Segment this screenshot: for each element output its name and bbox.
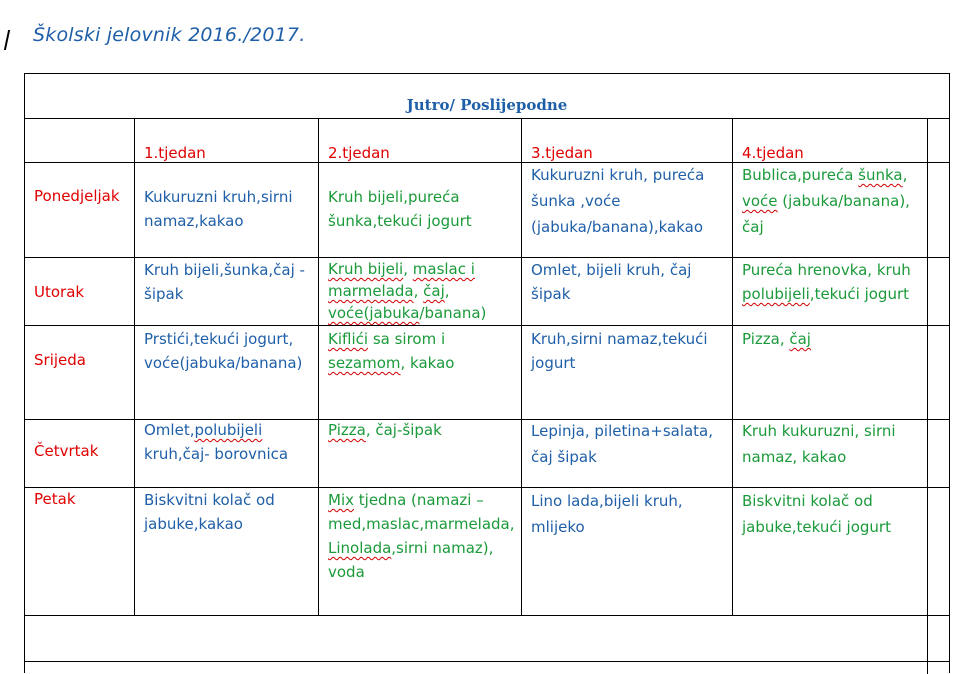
menu-cell-tue-w4: Pureća hrenovka, kruh polubijeli,tekući jogurt (742, 261, 911, 303)
menu-cell-tue-w2: Kruh bijeli, maslac i marmelada, čaj, voće(jabuka/banana) (328, 260, 487, 322)
week-2-header: 2.tjedan (328, 144, 390, 162)
shift-header: Jutro/ Poslijepodne (406, 96, 568, 114)
menu-cell-mon-w1: Kukuruzni kruh,sirni namaz,kakao (144, 188, 293, 230)
table-divider (134, 118, 135, 615)
table-rule (25, 615, 949, 616)
menu-cell-fri-w2: Mix tjedna (namazi – med,maslac,marmelada, Linolada,sirni namaz), voda (328, 491, 515, 581)
table-rule (25, 661, 949, 662)
menu-cell-thu-w4: Kruh kukuruzni, sirni namaz, kakao (742, 422, 896, 466)
menu-cell-tue-w3: Omlet, bijeli kruh, čaj šipak (531, 261, 692, 303)
menu-cell-thu-w1: Omlet,polubijeli kruh,čaj- borovnica (144, 421, 289, 463)
table-divider (927, 118, 928, 674)
table-divider (521, 118, 522, 615)
menu-cell-wed-w2: Kiflići sa sirom i sezamom, kakao (328, 330, 455, 372)
table-rule (25, 325, 949, 326)
menu-cell-tue-w1: Kruh bijeli,šunka,čaj - šipak (144, 261, 305, 303)
menu-cell-fri-w3: Lino lada,bijeli kruh, mlijeko (531, 492, 683, 536)
menu-cell-wed-w3: Kruh,sirni namaz,tekući jogurt (531, 330, 708, 372)
week-3-header: 3.tjedan (531, 144, 593, 162)
menu-cell-fri-w4: Biskvitni kolač od jabuke,tekući jogurt (742, 492, 891, 536)
table-rule (25, 118, 949, 119)
day-friday: Petak (34, 490, 76, 508)
menu-cell-thu-w2: Pizza, čaj-šipak (328, 421, 442, 439)
table-divider (732, 118, 733, 615)
document-title: Školski jelovnik 2016./2017. (33, 24, 306, 46)
day-tuesday: Utorak (34, 283, 85, 301)
text-cursor-mark (4, 30, 10, 50)
week-4-header: 4.tjedan (742, 144, 804, 162)
menu-cell-wed-w4: Pizza, čaj (742, 330, 811, 348)
menu-cell-mon-w3: Kukuruzni kruh, pureća šunka ,voće (jabuka/banana),kakao (531, 166, 705, 236)
menu-cell-wed-w1: Prstići,tekući jogurt, voće(jabuka/banana) (144, 330, 303, 372)
menu-cell-mon-w4: Bublica,pureća šunka, voće (jabuka/banana), čaj (742, 166, 910, 236)
menu-cell-mon-w2: Kruh bijeli,pureća šunka,tekući jogurt (328, 188, 472, 230)
day-thursday: Četvrtak (34, 442, 99, 460)
menu-cell-thu-w3: Lepinja, piletina+salata, čaj šipak (531, 422, 714, 466)
week-1-header: 1.tjedan (144, 144, 206, 162)
menu-table (24, 73, 950, 673)
menu-cell-fri-w1: Biskvitni kolač od jabuke,kakao (144, 491, 275, 533)
day-monday: Ponedjeljak (34, 187, 120, 205)
table-divider (318, 118, 319, 615)
day-wednesday: Srijeda (34, 351, 86, 369)
